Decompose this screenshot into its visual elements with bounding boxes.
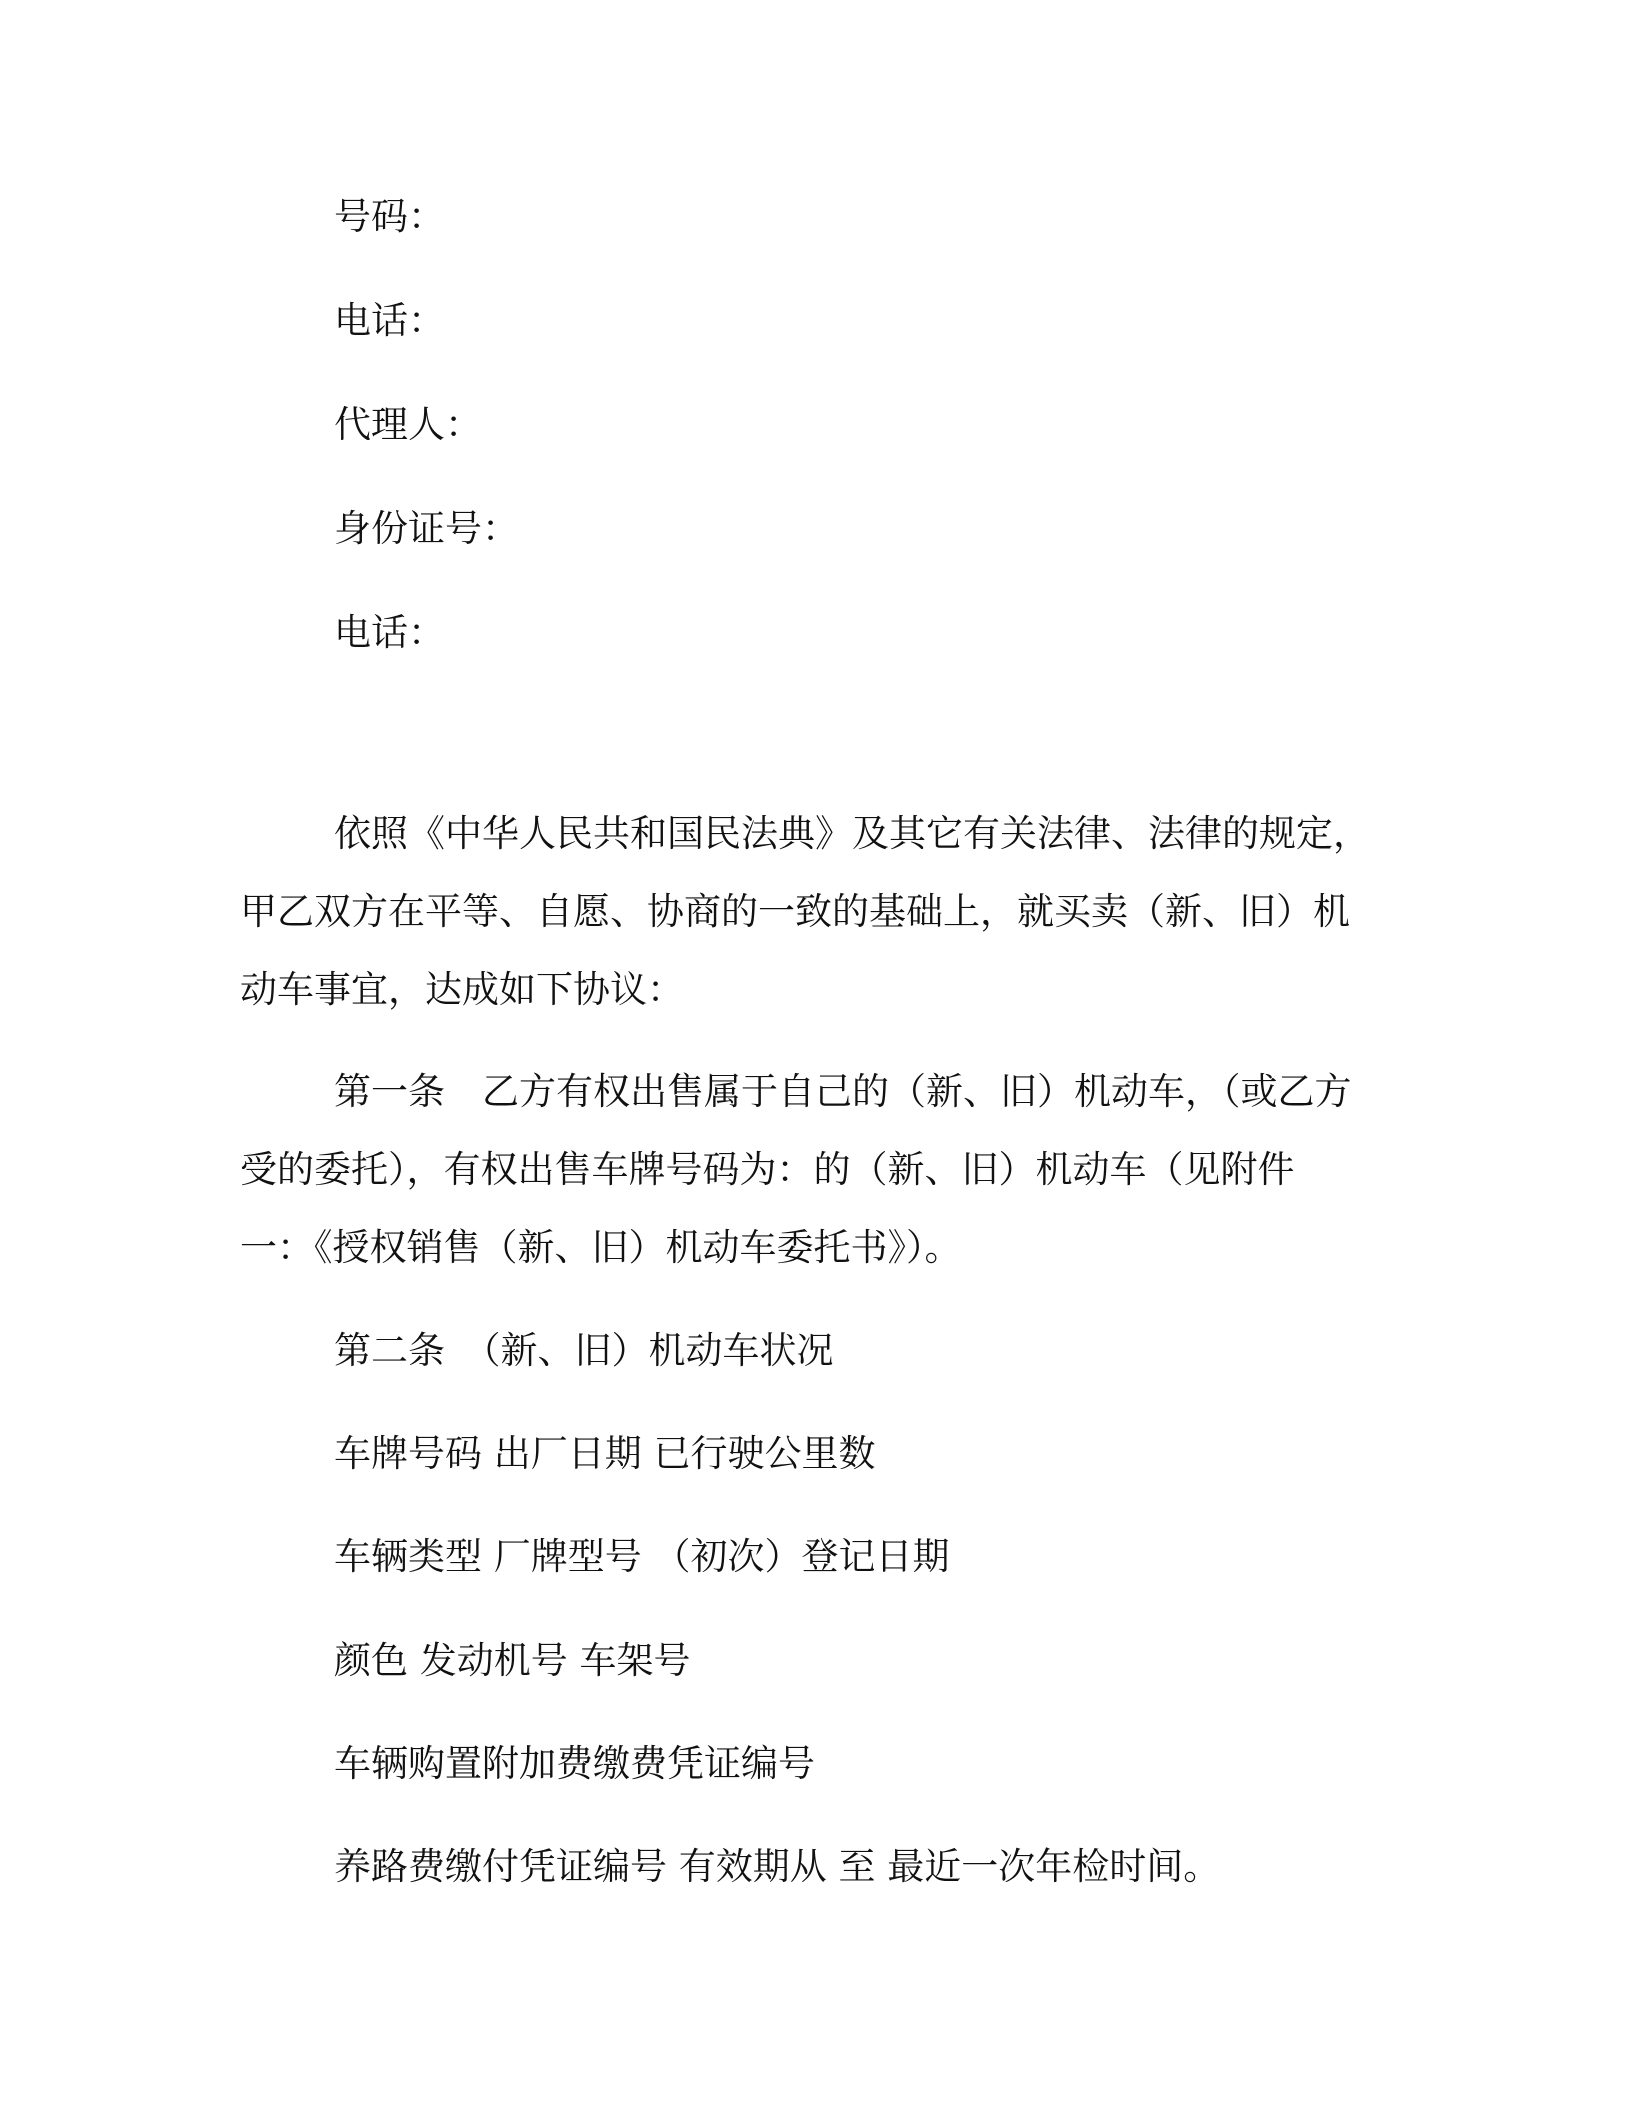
article-1-line-1: 第一条 乙方有权出售属于自己的（新、旧）机动车，（或乙方	[334, 1070, 1352, 1113]
phone-label: 电话：	[334, 299, 445, 342]
vehicle-info-row-5: 养路费缴付凭证编号 有效期从 至 最近一次年检时间。	[334, 1845, 1221, 1888]
id-number-label: 身份证号：	[334, 507, 519, 550]
vehicle-info-row-3: 颜色 发动机号 车架号	[334, 1639, 691, 1682]
article-2-heading: 第二条 （新、旧）机动车状况	[334, 1329, 834, 1372]
article-1-line-2: 受的委托），有权出售车牌号码为：的（新、旧）机动车（见附件	[240, 1148, 1295, 1191]
article-1-line-3: 一：《授权销售（新、旧）机动车委托书》）。	[240, 1226, 962, 1269]
agent-phone-label: 电话：	[334, 611, 445, 654]
preamble-line-2: 甲乙双方在平等、自愿、协商的一致的基础上，就买卖（新、旧）机	[240, 890, 1350, 933]
vehicle-info-row-1: 车牌号码 出厂日期 已行驶公里数	[334, 1432, 876, 1475]
preamble-line-3: 动车事宜，达成如下协议：	[240, 968, 684, 1011]
number-label: 号码：	[334, 195, 445, 238]
vehicle-info-row-4: 车辆购置附加费缴费凭证编号	[334, 1742, 815, 1785]
agent-label: 代理人：	[334, 403, 482, 446]
preamble-line-1: 依照《中华人民共和国民法典》及其它有关法律、法律的规定，	[334, 812, 1370, 855]
vehicle-info-row-2: 车辆类型 厂牌型号 （初次）登记日期	[334, 1535, 950, 1578]
